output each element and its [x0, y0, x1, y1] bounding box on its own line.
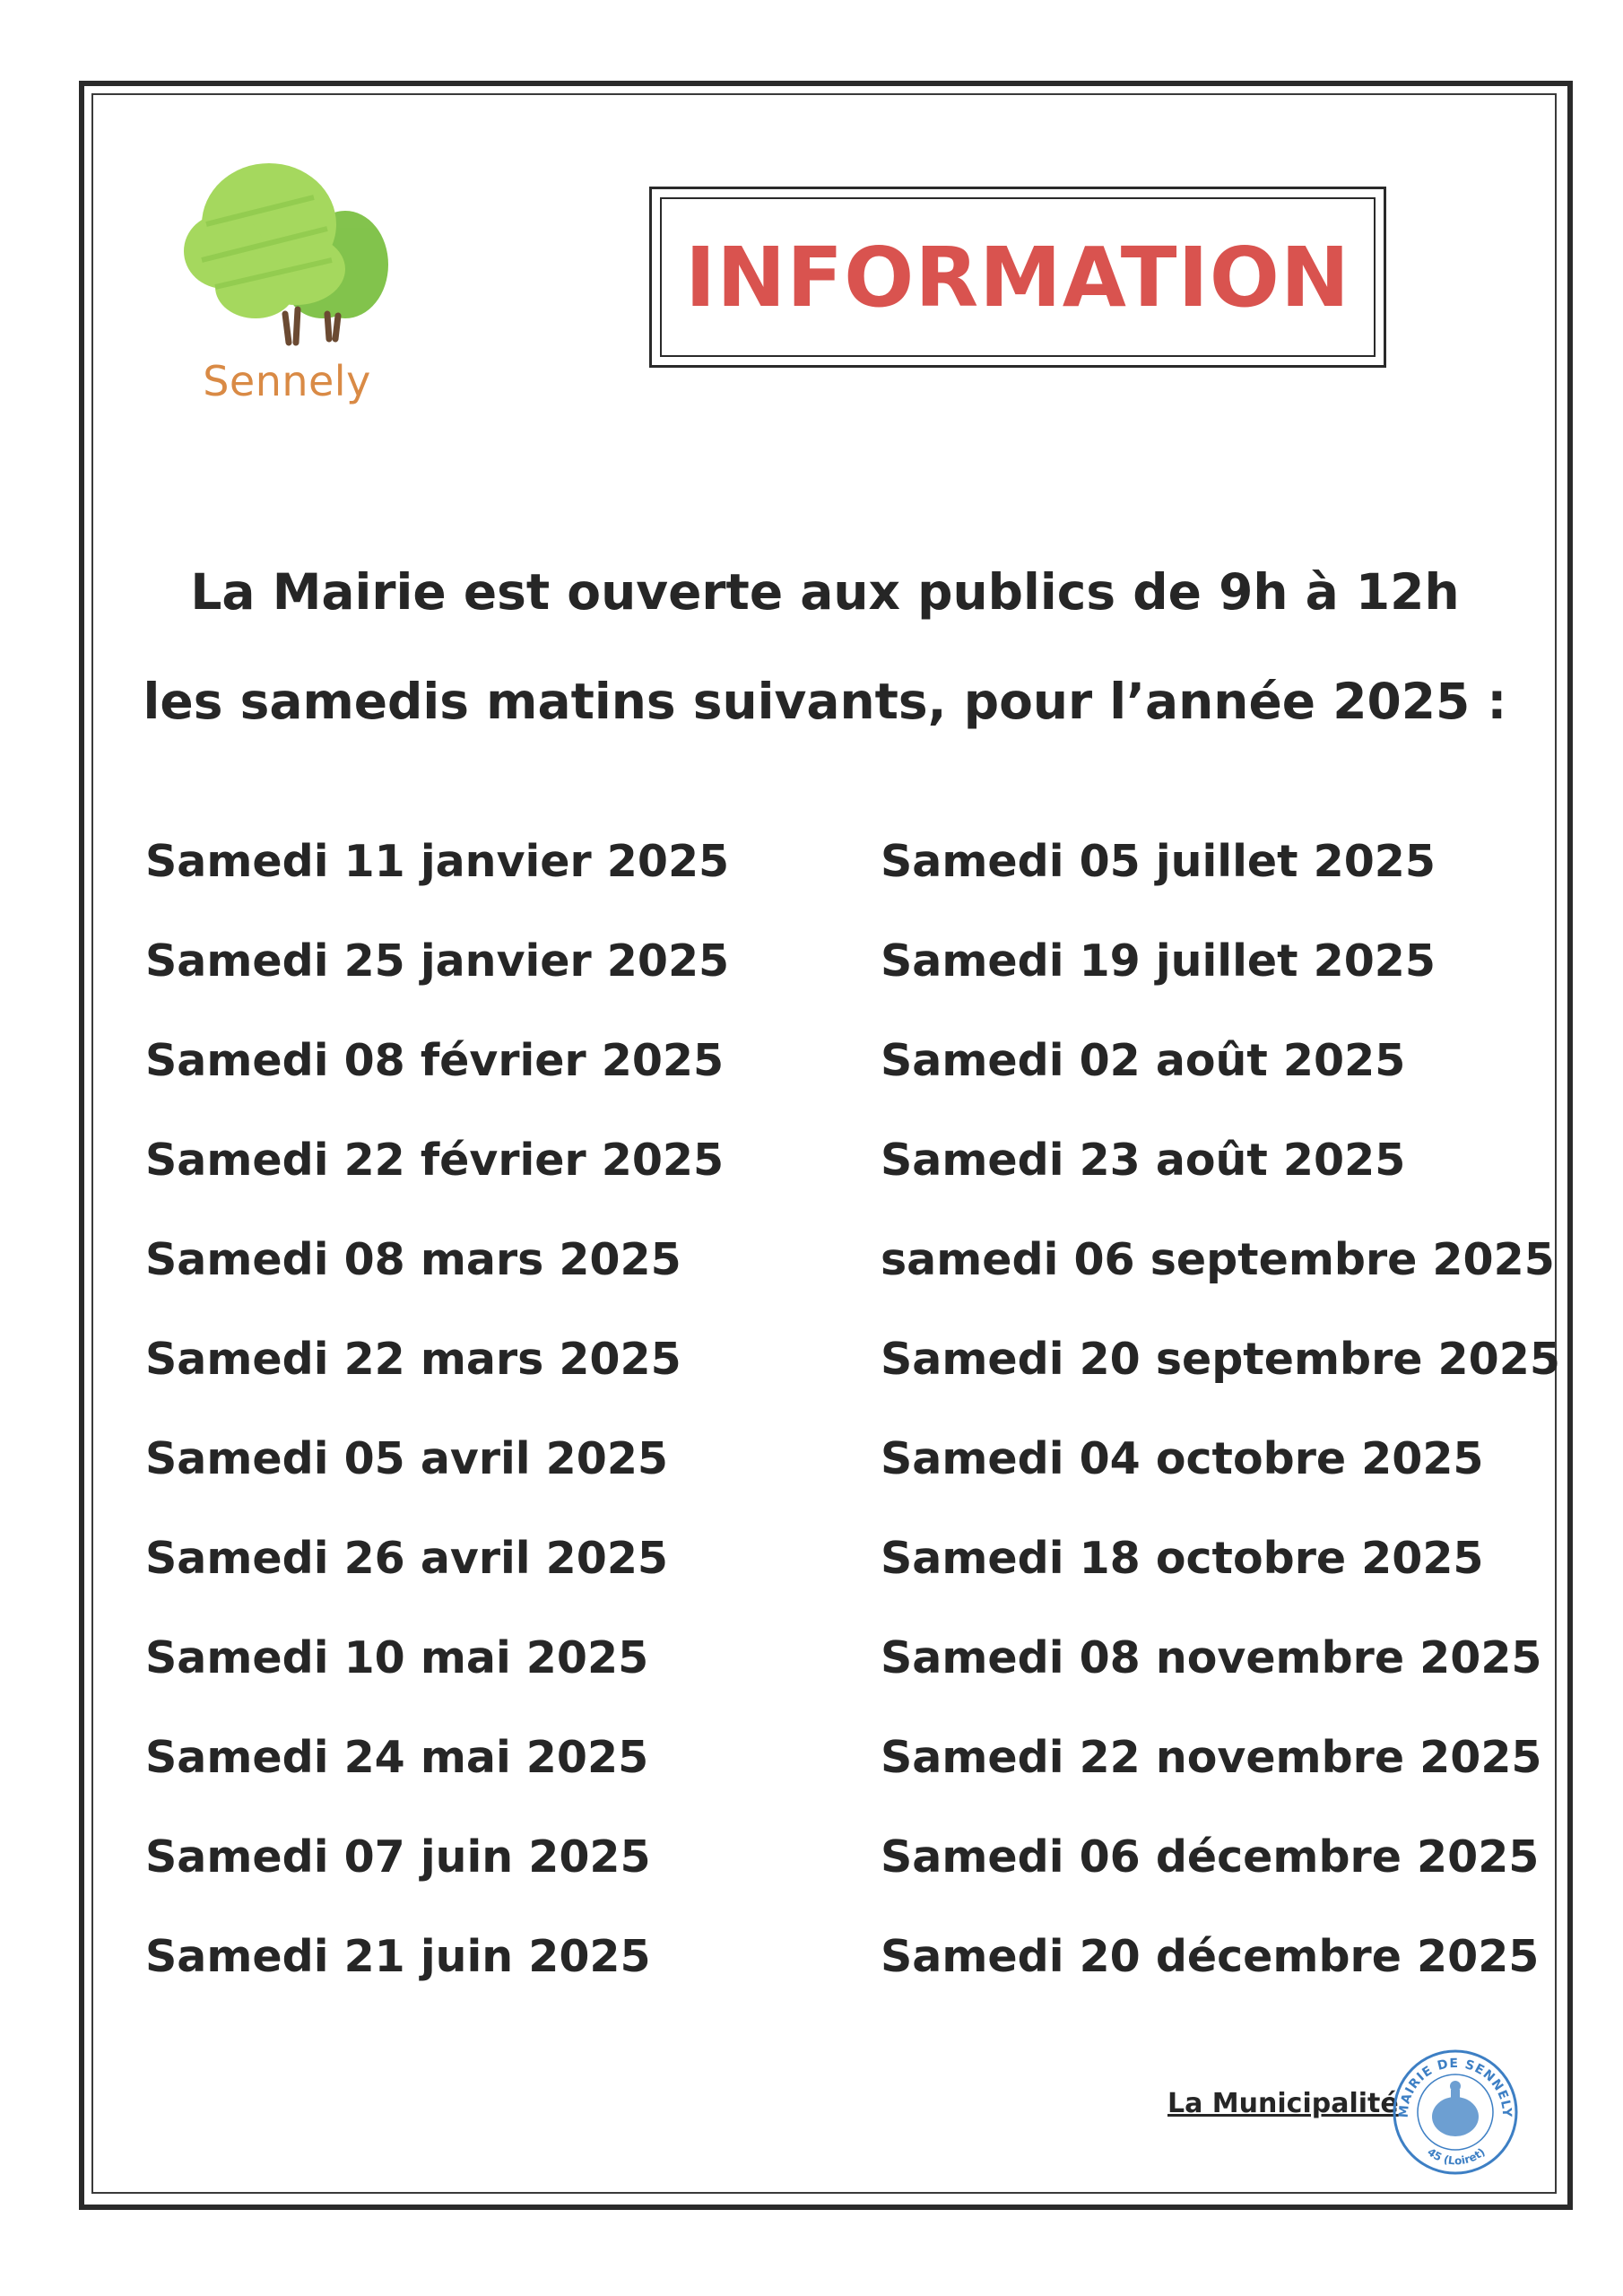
date-item: Samedi 11 janvier 2025: [145, 836, 730, 887]
date-item: Samedi 21 juin 2025: [145, 1931, 651, 1982]
stamp-seal-icon: [1388, 2045, 1523, 2179]
date-item: Samedi 08 novembre 2025: [881, 1632, 1542, 1683]
signature-text: La Municipalité: [1167, 2088, 1399, 2119]
date-item: Samedi 08 mars 2025: [145, 1234, 681, 1285]
date-item: Samedi 20 septembre 2025: [881, 1334, 1560, 1385]
date-item: samedi 06 septembre 2025: [881, 1234, 1555, 1285]
mairie-stamp: [1388, 2045, 1523, 2179]
date-item: Samedi 20 décembre 2025: [881, 1931, 1540, 1982]
date-item: Samedi 26 avril 2025: [145, 1533, 669, 1584]
logo-text: Sennely: [203, 357, 371, 405]
tree-logo-icon: [170, 144, 412, 359]
dates-column-left: [145, 832, 791, 2027]
date-item: Samedi 22 février 2025: [145, 1135, 725, 1186]
date-item: Samedi 05 avril 2025: [145, 1433, 669, 1484]
date-item: Samedi 04 octobre 2025: [881, 1433, 1484, 1484]
date-item: Samedi 22 mars 2025: [145, 1334, 681, 1385]
svg-text:MAIRIE DE SENNELY: MAIRIE DE SENNELY: [1396, 2056, 1515, 2118]
date-item: Samedi 07 juin 2025: [145, 1831, 651, 1883]
intro-line-2: les samedis matins suivants, pour l’année 2025 :: [143, 673, 1507, 730]
information-title: INFORMATION: [685, 229, 1350, 326]
information-banner: [649, 187, 1386, 368]
date-item: Samedi 24 mai 2025: [145, 1732, 649, 1783]
intro-line-1: La Mairie est ouverte aux publics de 9h à 12h: [190, 563, 1460, 621]
date-item: Samedi 05 juillet 2025: [881, 836, 1436, 887]
date-item: Samedi 22 novembre 2025: [881, 1732, 1542, 1783]
date-item: Samedi 18 octobre 2025: [881, 1533, 1484, 1584]
date-item: Samedi 02 août 2025: [881, 1035, 1406, 1086]
date-item: Samedi 23 août 2025: [881, 1135, 1406, 1186]
date-item: Samedi 08 février 2025: [145, 1035, 725, 1086]
date-item: Samedi 19 juillet 2025: [881, 935, 1436, 987]
svg-text:45 (Loiret): 45 (Loiret): [1425, 2145, 1488, 2168]
date-item: Samedi 10 mai 2025: [145, 1632, 649, 1683]
date-item: Samedi 06 décembre 2025: [881, 1831, 1540, 1883]
dates-column-right: [881, 832, 1560, 2027]
date-item: Samedi 25 janvier 2025: [145, 935, 730, 987]
sennely-logo: [170, 144, 412, 430]
